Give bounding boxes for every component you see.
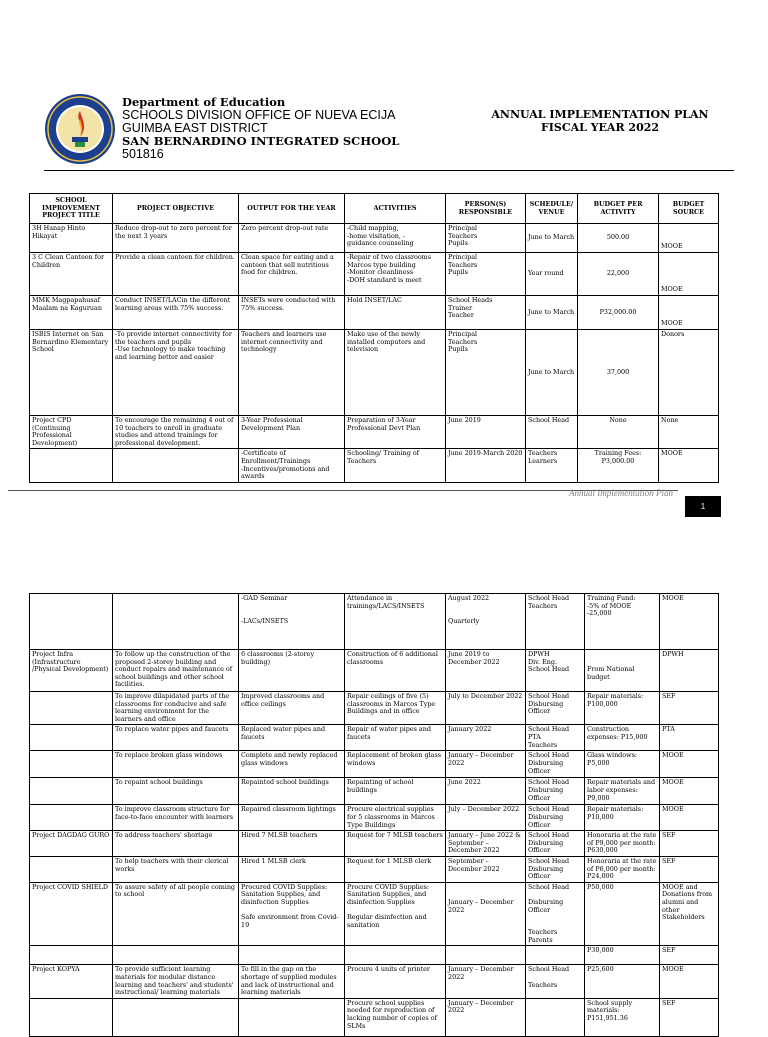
implementation-plan-table-continued bbox=[29, 593, 719, 1037]
table-row bbox=[30, 856, 719, 882]
table-cell: SEF bbox=[660, 946, 719, 965]
table-cell: MOOE bbox=[659, 296, 719, 330]
table-cell: Donors bbox=[659, 330, 719, 416]
table-cell: To replace broken glass windows bbox=[113, 751, 239, 778]
header-divider bbox=[44, 170, 734, 171]
table-cell: 500.00 bbox=[578, 224, 659, 253]
table-cell bbox=[30, 692, 113, 725]
table-cell: School Head PTA Teachers bbox=[526, 725, 585, 751]
table-row bbox=[30, 778, 719, 805]
header-schedule-venue: SCHEDULE/ VENUE bbox=[526, 194, 578, 224]
table-cell bbox=[113, 594, 239, 650]
table-cell: DPWH bbox=[660, 650, 719, 692]
table-cell: 6 classrooms (2-storey building) bbox=[239, 650, 345, 692]
table-cell: PTA bbox=[660, 725, 719, 751]
table-cell: P25,600 bbox=[585, 965, 660, 998]
table-row bbox=[30, 253, 719, 296]
table-cell bbox=[113, 449, 239, 482]
table-cell: MOOE bbox=[660, 778, 719, 805]
table-cell: Request for 1 MLSB clerk bbox=[345, 856, 446, 882]
table-cell: MOOE bbox=[659, 224, 719, 253]
table-cell: Training Fees: P3,000.00 bbox=[578, 449, 659, 482]
table-cell: To help teachers with their clerical works bbox=[113, 856, 239, 882]
table-cell: Teachers Learners bbox=[526, 449, 578, 482]
table-cell: Repainting of school buildings bbox=[345, 778, 446, 805]
school-id: 501816 bbox=[122, 147, 164, 161]
table-cell: SEF bbox=[660, 692, 719, 725]
table-cell: Hired 1 MLSB clerk bbox=[239, 856, 345, 882]
table-cell: Schooling/ Training of Teachers bbox=[345, 449, 446, 482]
district-name: GUIMBA EAST DISTRICT bbox=[122, 121, 268, 135]
division-name: SCHOOLS DIVISION OFFICE OF NUEVA ECIJA bbox=[122, 108, 396, 122]
table-cell bbox=[30, 805, 113, 831]
table-row bbox=[30, 882, 719, 946]
table-header-row bbox=[30, 194, 719, 224]
table-cell: Project KOPYA bbox=[30, 965, 113, 998]
table-cell: Year round bbox=[526, 253, 578, 296]
table-cell: Repaired classroom lightings bbox=[239, 805, 345, 831]
table-cell: From National budget bbox=[585, 650, 660, 692]
table-row bbox=[30, 965, 719, 998]
table-cell: August 2022 Quarterly bbox=[446, 594, 526, 650]
table-row bbox=[30, 725, 719, 751]
table-row bbox=[30, 449, 719, 482]
table-cell: 22,000 bbox=[578, 253, 659, 296]
table-cell: School Heads Trainer Teacher bbox=[446, 296, 526, 330]
table-cell: June 2022 bbox=[446, 778, 526, 805]
table-cell: -Child mapping, -home visitation, - guidance counseling bbox=[345, 224, 446, 253]
header-output: OUTPUT FOR THE YEAR bbox=[239, 194, 345, 224]
deped-seal-logo bbox=[44, 93, 116, 165]
table-cell: SEF bbox=[660, 856, 719, 882]
table-cell: June to March bbox=[526, 330, 578, 416]
table-cell: School Head Disbursing Officer bbox=[526, 778, 585, 805]
table-cell bbox=[345, 946, 446, 965]
table-cell: MOOE bbox=[660, 751, 719, 778]
table-cell: June to March bbox=[526, 296, 578, 330]
table-cell: January – December 2022 bbox=[446, 998, 526, 1036]
table-cell: Construction of 6 additional classrooms bbox=[345, 650, 446, 692]
table-cell: Principal Teachers Pupils bbox=[446, 253, 526, 296]
table-cell: To follow up the construction of the proposed 2-storey building and conduct repairs and maintenance of school buildings and other school facilities. bbox=[113, 650, 239, 692]
fiscal-year: FISCAL YEAR 2022 bbox=[540, 121, 660, 134]
table-cell: Procured COVID Supplies: Sanitation Supplies, and disinfection Supplies Safe environment from Covid-19 bbox=[239, 882, 345, 946]
table-cell: School Head Disbursing Officer bbox=[526, 856, 585, 882]
table-cell: Teachers and learners use internet connectivity and technology bbox=[239, 330, 345, 416]
table-cell bbox=[30, 946, 113, 965]
table-cell: Clean space for eating and a canteen that sell nutritious food for children. bbox=[239, 253, 345, 296]
table-cell: Repair materials: P10,000 bbox=[585, 805, 660, 831]
table-row bbox=[30, 751, 719, 778]
table-cell: -To provide internet connectivity for the teachers and pupils -Use technology to make teaching and learning better and easier bbox=[113, 330, 239, 416]
table-cell: School Head Disbursing Officer bbox=[526, 692, 585, 725]
table-cell: Replaced water pipes and faucets bbox=[239, 725, 345, 751]
table-cell: ISBIS Internet on San Bernardino Elementary School bbox=[30, 330, 113, 416]
table-cell: Conduct INSET/LACin the different learning areas with 75% success. bbox=[113, 296, 239, 330]
table-cell: June 2019-March 2020 bbox=[446, 449, 526, 482]
implementation-plan-table bbox=[29, 193, 719, 483]
table-row bbox=[30, 831, 719, 857]
table-cell: July to December 2022 bbox=[446, 692, 526, 725]
table-cell bbox=[526, 998, 585, 1036]
table-row bbox=[30, 224, 719, 253]
table-cell: -Repair of two classrooms Marcos type building -Monitor cleanliness -DOH standard is meet bbox=[345, 253, 446, 296]
table-cell: Glass windows: P5,000 bbox=[585, 751, 660, 778]
table-cell bbox=[30, 778, 113, 805]
table-cell: Request for 7 MLSB teachers bbox=[345, 831, 446, 857]
table-cell: MOOE bbox=[660, 965, 719, 998]
table-cell: To address teachers' shortage bbox=[113, 831, 239, 857]
header-persons-responsible: PERSON(S) RESPONSIBLE bbox=[446, 194, 526, 224]
department-name: Department of Education bbox=[122, 95, 286, 109]
table-cell: School Head Disbursing Officer bbox=[526, 751, 585, 778]
table-cell: School Head Teachers bbox=[526, 594, 585, 650]
table-cell: P50,000 bbox=[585, 882, 660, 946]
table-cell: January – June 2022 & September – December 2022 bbox=[446, 831, 526, 857]
table-cell: June 2019 bbox=[446, 416, 526, 449]
table-cell bbox=[239, 998, 345, 1036]
table-cell: SEF bbox=[660, 831, 719, 857]
table-cell: Replacement of broken glass windows bbox=[345, 751, 446, 778]
table-cell: MMK Magpapahusaf Maalam na Kaguruan bbox=[30, 296, 113, 330]
table-cell: Preparation of 3-Year Professional Devt Plan bbox=[345, 416, 446, 449]
table-cell: Project CPD (Continuing Professional Development) bbox=[30, 416, 113, 449]
table-cell: INSETs were conducted with 75% success. bbox=[239, 296, 345, 330]
table-cell: DPWH Div. Eng. School Head bbox=[526, 650, 585, 692]
table-cell: June 2019 to December 2022 bbox=[446, 650, 526, 692]
table-cell: Provide a clean canteen for children. bbox=[113, 253, 239, 296]
table-cell: P32,000.00 bbox=[578, 296, 659, 330]
table-cell: Zero percent drop-out rate bbox=[239, 224, 345, 253]
table-cell: Principal Teachers Pupils bbox=[446, 224, 526, 253]
table-cell: School Head Teachers bbox=[526, 965, 585, 998]
table-cell: To encourage the remaining 4 out of 10 teachers to enroll in graduate studies and attend trainings for professional development. bbox=[113, 416, 239, 449]
table-cell: Procure electrical supplies for 5 classrooms in Marcos Type Buildings bbox=[345, 805, 446, 831]
table-cell: -Certificate of Enrollment/Trainings -Incentives/promotions and awards bbox=[239, 449, 345, 482]
table-cell: Repair ceilings of five (5) classrooms in Marcos Type Buildings and in office bbox=[345, 692, 446, 725]
table-row bbox=[30, 416, 719, 449]
table-cell: 37,000 bbox=[578, 330, 659, 416]
table-cell: Training Fund: -5% of MOOE -25,000 bbox=[585, 594, 660, 650]
table-row bbox=[30, 330, 719, 416]
table-cell bbox=[30, 751, 113, 778]
table-cell: None bbox=[578, 416, 659, 449]
table-cell bbox=[239, 946, 345, 965]
table-cell: To repaint school buildings bbox=[113, 778, 239, 805]
header-project-objective: PROJECT OBJECTIVE bbox=[113, 194, 239, 224]
table-cell: To improve classroom structure for face-to-face encounter with learners bbox=[113, 805, 239, 831]
table-cell: 3 C Clean Canteen for Children bbox=[30, 253, 113, 296]
header-project-title: SCHOOL IMPROVEMENT PROJECT TITLE bbox=[30, 194, 113, 224]
table-cell bbox=[30, 856, 113, 882]
table-cell: Hold INSET/LAC bbox=[345, 296, 446, 330]
table-cell: Repair materials and labor expenses: P9,000 bbox=[585, 778, 660, 805]
table-cell: To improve dilapidated parts of the classrooms for conducive and safe learning environment for the learners and office bbox=[113, 692, 239, 725]
table-cell: Make use of the newly installed computers and television bbox=[345, 330, 446, 416]
table-cell: MOOE bbox=[660, 805, 719, 831]
table-cell: Project COVID SHIELD bbox=[30, 882, 113, 946]
table-cell: Procure COVID Supplies: Sanitation Supplies, and disinfection Supplies Regular disinfection and sanitation bbox=[345, 882, 446, 946]
table-cell bbox=[30, 594, 113, 650]
header-budget-source: BUDGET SOURCE bbox=[659, 194, 719, 224]
table-cell: Repair materials: P100,000 bbox=[585, 692, 660, 725]
table-cell: January – December 2022 bbox=[446, 751, 526, 778]
table-cell: MOOE bbox=[660, 594, 719, 650]
table-row bbox=[30, 946, 719, 965]
table-cell: 3H Hanap Hinto Hikayat bbox=[30, 224, 113, 253]
table-cell: January – December 2022 bbox=[446, 965, 526, 998]
table-cell: June to March bbox=[526, 224, 578, 253]
table-cell: 3-Year Professional Development Plan bbox=[239, 416, 345, 449]
table-cell: Attendance in trainings/LACS/INSETS bbox=[345, 594, 446, 650]
table-cell bbox=[113, 946, 239, 965]
table-cell bbox=[30, 449, 113, 482]
table-cell bbox=[526, 946, 585, 965]
table-cell: MOOE and Donations from alumni and other Stakeholders bbox=[660, 882, 719, 946]
table-cell: January – December 2022 bbox=[446, 882, 526, 946]
table-cell: SEF bbox=[660, 998, 719, 1036]
table-cell: Repair of water pipes and faucets bbox=[345, 725, 446, 751]
table-cell: To replace water pipes and faucets bbox=[113, 725, 239, 751]
table-cell: Honoraria at the rate of P9,000 per month: P630,000 bbox=[585, 831, 660, 857]
table-cell bbox=[446, 946, 526, 965]
header-activities: ACTIVITIES bbox=[345, 194, 446, 224]
table-row bbox=[30, 650, 719, 692]
table-cell bbox=[30, 998, 113, 1036]
table-cell: September – December 2022 bbox=[446, 856, 526, 882]
table-cell: To provide sufficient learning materials for modular distance learning and teachers' and students' instructional/ learning materials bbox=[113, 965, 239, 998]
table-cell: Construction expenses: P15,000 bbox=[585, 725, 660, 751]
table-cell: Hired 7 MLSB teachers bbox=[239, 831, 345, 857]
table-cell: July – December 2022 bbox=[446, 805, 526, 831]
table-cell: Project DAGDAG GURO bbox=[30, 831, 113, 857]
table-cell: Complete and newly replaced glass windows bbox=[239, 751, 345, 778]
table-cell: Repainted school buildings bbox=[239, 778, 345, 805]
table-cell: MOOE bbox=[659, 253, 719, 296]
table-cell: -GAD Seminar -LACs/INSETS bbox=[239, 594, 345, 650]
table-cell bbox=[113, 998, 239, 1036]
table-cell: Honoraria at the rate of P6,000 per month: P24,000 bbox=[585, 856, 660, 882]
table-cell: P30,000 bbox=[585, 946, 660, 965]
table-cell bbox=[30, 725, 113, 751]
table-cell: School Head Disbursing Officer Teachers Parents bbox=[526, 882, 585, 946]
table-row bbox=[30, 692, 719, 725]
table-cell: Procure 4 units of printer bbox=[345, 965, 446, 998]
table-cell: Principal Teachers Pupils bbox=[446, 330, 526, 416]
table-cell: Procure school supplies needed for reproduction of lacking number of copies of SLMs bbox=[345, 998, 446, 1036]
table-cell: To assure safety of all people coming to school bbox=[113, 882, 239, 946]
table-row bbox=[30, 805, 719, 831]
table-cell: January 2022 bbox=[446, 725, 526, 751]
table-row bbox=[30, 296, 719, 330]
table-row bbox=[30, 594, 719, 650]
table-cell: Reduce drop-out to zero percent for the next 3 years bbox=[113, 224, 239, 253]
page-number: 1 bbox=[685, 496, 721, 517]
table-cell: School Head Disbursing Officer bbox=[526, 831, 585, 857]
header-budget-per-activity: BUDGET PER ACTIVITY bbox=[578, 194, 659, 224]
table-cell: To fill in the gap on the shortage of supplied modules and lack of instructional and learning materials bbox=[239, 965, 345, 998]
table-cell: School supply materials: P151,951.36 bbox=[585, 998, 660, 1036]
table-cell: School Head bbox=[526, 416, 578, 449]
table-cell: MOOE bbox=[659, 449, 719, 482]
school-name: SAN BERNARDINO INTEGRATED SCHOOL bbox=[122, 134, 400, 148]
table-cell: School Head Disbursing Officer bbox=[526, 805, 585, 831]
table-row bbox=[30, 998, 719, 1036]
footer-text: Annual Implementation Plan bbox=[569, 488, 673, 498]
table-cell: Improved classrooms and office ceilings bbox=[239, 692, 345, 725]
plan-title: ANNUAL IMPLEMENTATION PLAN bbox=[491, 108, 709, 121]
table-cell: Project Infra (Infrastructure /Physical Development) bbox=[30, 650, 113, 692]
table-cell: None bbox=[659, 416, 719, 449]
